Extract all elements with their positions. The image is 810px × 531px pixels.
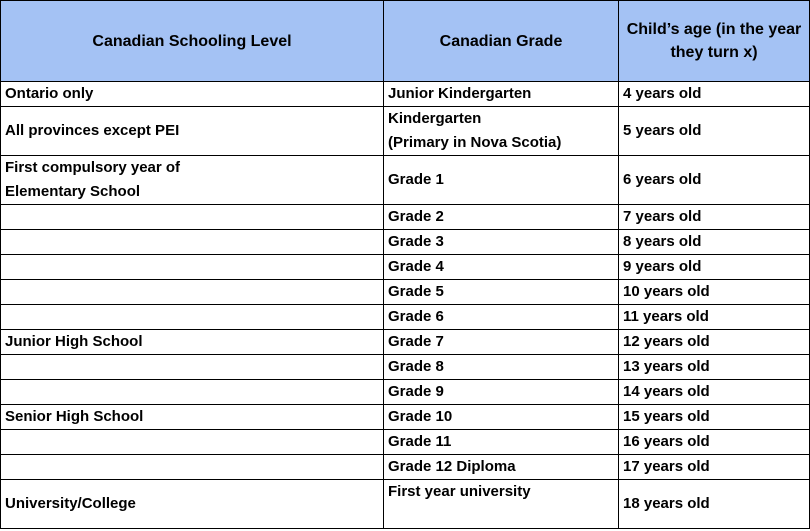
cell-grade: Grade 8 bbox=[384, 355, 619, 380]
header-schooling-level: Canadian Schooling Level bbox=[1, 1, 384, 82]
cell-age: 8 years old bbox=[619, 230, 810, 255]
cell-age: 17 years old bbox=[619, 455, 810, 480]
cell-age: 16 years old bbox=[619, 430, 810, 455]
table-row bbox=[1, 230, 810, 255]
cell-grade-line: Kindergarten bbox=[388, 110, 482, 127]
cell-level bbox=[1, 156, 384, 205]
cell-grade: Grade 7 bbox=[384, 330, 619, 355]
cell-age: 7 years old bbox=[619, 205, 810, 230]
cell-grade: Grade 11 bbox=[384, 430, 619, 455]
cell-grade: Junior Kindergarten bbox=[384, 82, 619, 107]
table-row bbox=[1, 255, 810, 280]
cell-age: 14 years old bbox=[619, 380, 810, 405]
cell-grade: First year university bbox=[384, 480, 619, 529]
cell-age: 11 years old bbox=[619, 305, 810, 330]
cell-grade: Grade 3 bbox=[384, 230, 619, 255]
table-row bbox=[1, 280, 810, 305]
cell-age: 15 years old bbox=[619, 405, 810, 430]
cell-age: 6 years old bbox=[619, 156, 810, 205]
cell-age: 13 years old bbox=[619, 355, 810, 380]
cell-grade-line: (Primary in Nova Scotia) bbox=[388, 134, 562, 151]
table-row bbox=[1, 305, 810, 330]
cell-grade: Grade 5 bbox=[384, 280, 619, 305]
cell-age: 5 years old bbox=[619, 107, 810, 156]
cell-age: 18 years old bbox=[619, 480, 810, 529]
cell-grade: Grade 9 bbox=[384, 380, 619, 405]
cell-level bbox=[1, 305, 384, 330]
cell-grade: Grade 6 bbox=[384, 305, 619, 330]
cell-level bbox=[1, 430, 384, 455]
cell-level: Senior High School bbox=[1, 405, 384, 430]
header-canadian-grade: Canadian Grade bbox=[384, 1, 619, 82]
table-row bbox=[1, 455, 810, 480]
header-row bbox=[1, 1, 810, 82]
cell-age: 4 years old bbox=[619, 82, 810, 107]
cell-grade: Grade 1 bbox=[384, 156, 619, 205]
table-row bbox=[1, 480, 810, 529]
table-row bbox=[1, 107, 810, 156]
table-row bbox=[1, 330, 810, 355]
cell-grade: Grade 4 bbox=[384, 255, 619, 280]
cell-level bbox=[1, 355, 384, 380]
cell-level-line: First compulsory year of bbox=[5, 159, 181, 176]
cell-grade: Grade 10 bbox=[384, 405, 619, 430]
header-childs-age: Child’s age (in the year they turn x) bbox=[619, 1, 810, 82]
cell-age: 9 years old bbox=[619, 255, 810, 280]
table-row bbox=[1, 405, 810, 430]
table-row bbox=[1, 156, 810, 205]
cell-level bbox=[1, 230, 384, 255]
cell-level bbox=[1, 280, 384, 305]
cell-level bbox=[1, 205, 384, 230]
cell-level: University/College bbox=[1, 480, 384, 529]
table-row bbox=[1, 430, 810, 455]
cell-grade: Grade 2 bbox=[384, 205, 619, 230]
cell-level bbox=[1, 455, 384, 480]
cell-level-line: Elementary School bbox=[5, 183, 141, 200]
cell-level: Ontario only bbox=[1, 82, 384, 107]
cell-level bbox=[1, 255, 384, 280]
cell-grade bbox=[384, 107, 619, 156]
table-row bbox=[1, 355, 810, 380]
cell-level bbox=[1, 380, 384, 405]
cell-level: All provinces except PEI bbox=[1, 107, 384, 156]
table-row bbox=[1, 82, 810, 107]
cell-age: 10 years old bbox=[619, 280, 810, 305]
cell-age: 12 years old bbox=[619, 330, 810, 355]
table-row bbox=[1, 205, 810, 230]
cell-level: Junior High School bbox=[1, 330, 384, 355]
cell-grade: Grade 12 Diploma bbox=[384, 455, 619, 480]
table-row bbox=[1, 380, 810, 405]
